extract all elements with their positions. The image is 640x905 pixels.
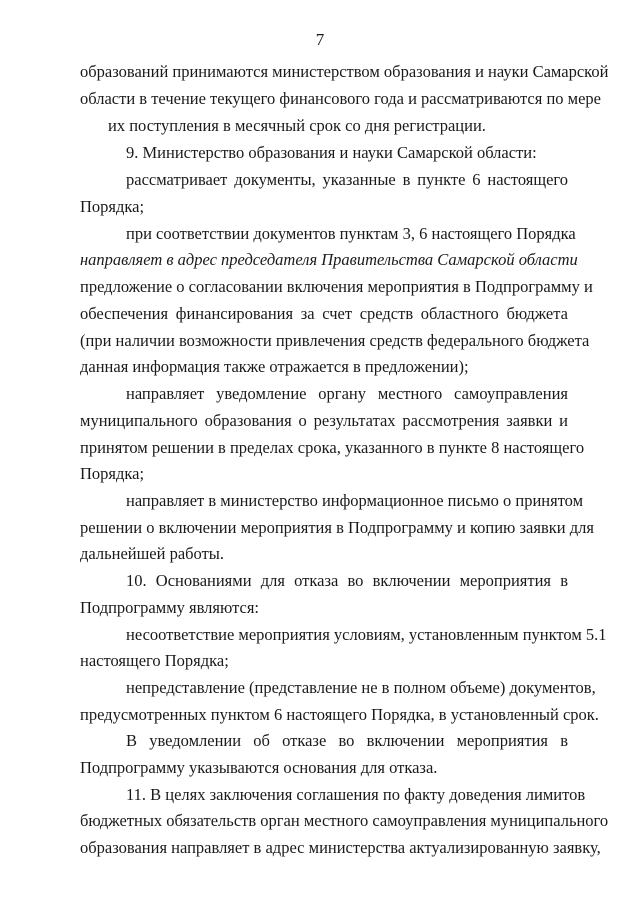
text-line: решении о включении мероприятия в Подпрограмму и копию заявки для bbox=[80, 518, 594, 537]
text-line: Порядка; bbox=[80, 197, 145, 216]
text-line: непредставление (представление не в полном объеме) документов, bbox=[126, 678, 596, 697]
paragraph-11-heading: 11. В целях заключения соглашения по факту доведения лимитов bbox=[126, 785, 586, 804]
paragraph-10-heading: 10. Основаниями для отказа во включении мероприятия в bbox=[126, 571, 568, 590]
text-line: образования направляет в адрес министерства актуализированную заявку, bbox=[80, 838, 601, 857]
text-line: принятом решении в пределах срока, указанного в пункте 8 настоящего bbox=[80, 438, 585, 457]
text-line: направляет уведомление органу местного самоуправления bbox=[126, 384, 568, 403]
text-line: при соответствии документов пунктам 3, 6 настоящего Порядка bbox=[126, 224, 576, 243]
text-line: предложение о согласовании включения мероприятия в Подпрограмму и bbox=[80, 277, 593, 296]
text-line: образований принимаются министерством образования и науки Самарской bbox=[80, 62, 609, 81]
text-line: Подпрограмму являются: bbox=[80, 598, 260, 617]
text-line: бюджетных обязательств орган местного самоуправления муниципального bbox=[80, 811, 609, 830]
text-line: данная информация также отражается в предложении); bbox=[80, 357, 469, 376]
text-line: муниципального образования о результатах рассмотрения заявки и bbox=[80, 411, 568, 430]
text-line: В уведомлении об отказе во включении мероприятия в bbox=[126, 731, 568, 750]
paragraph-9-heading: 9. Министерство образования и науки Самарской области: bbox=[126, 143, 537, 162]
text-line: (при наличии возможности привлечения средств федерального бюджета bbox=[80, 331, 590, 350]
text-line: настоящего Порядка; bbox=[80, 651, 229, 670]
text-line: дальнейшей работы. bbox=[80, 544, 225, 563]
text-line: направляет в министерство информационное письмо о принятом bbox=[126, 491, 584, 510]
text-line: несоответствие мероприятия условиям, установленным пунктом 5.1 bbox=[126, 625, 607, 644]
page-number: 7 bbox=[315, 30, 325, 49]
text-line: рассматривает документы, указанные в пункте 6 настоящего bbox=[126, 170, 568, 189]
text-line: их поступления в месячный срок со дня регистрации. bbox=[108, 116, 486, 135]
text-line: области в течение текущего финансового года и рассматриваются по мере bbox=[80, 89, 601, 108]
text-line-italic: направляет в адрес председателя Правительства Самарской области bbox=[80, 250, 578, 269]
text-line: предусмотренных пунктом 6 настоящего Порядка, в установленный срок. bbox=[80, 705, 599, 724]
text-line: Порядка; bbox=[80, 464, 145, 483]
text-line: Подпрограмму указываются основания для отказа. bbox=[80, 758, 438, 777]
text-line: обеспечения финансирования за счет средств областного бюджета bbox=[80, 304, 568, 323]
